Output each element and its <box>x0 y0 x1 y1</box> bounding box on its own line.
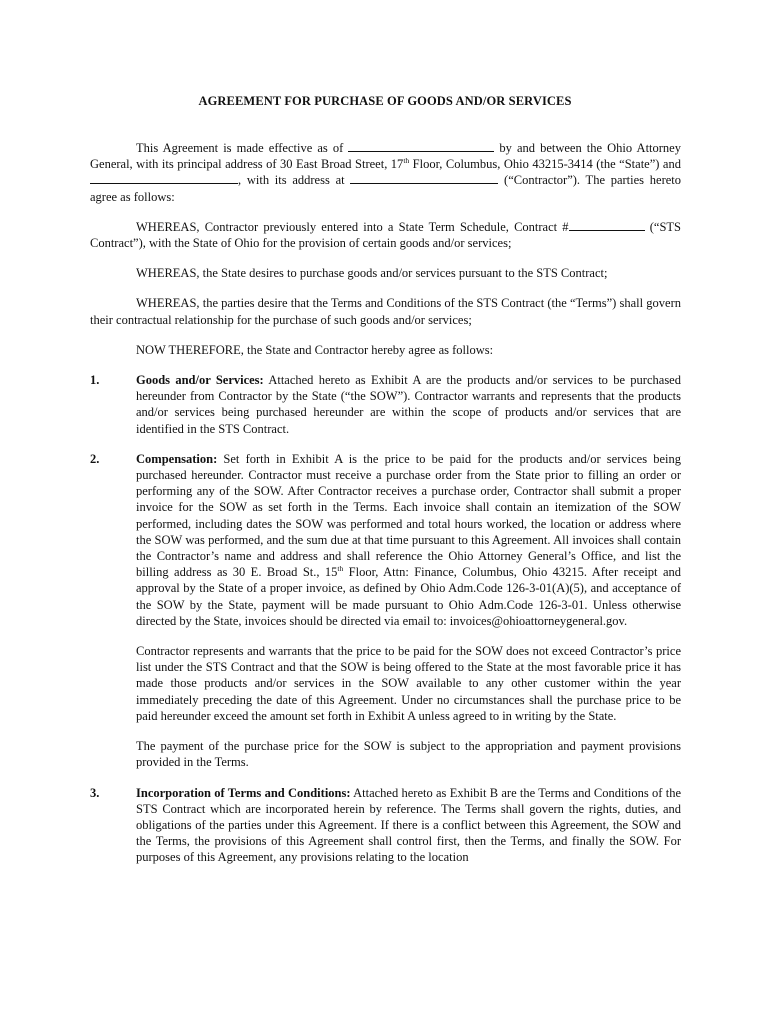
section-number: 3. <box>90 785 100 800</box>
section-body: Attached hereto as Exhibit B are the Terms and Conditions of the STS Contract which are incorporated herein by reference. The Terms shall govern the rights, duties, and obligations of the parties under this Agreement. If there is a conflict between this Agreement, the SOW and the Terms, the provisions of this Agreement shall control first, then the Terms, and finally the SOW. For purposes of this Agreement, any provisions relating to the location <box>136 785 681 865</box>
intro-text: , with its address at <box>238 173 351 188</box>
whereas-paragraph-1 <box>90 219 681 251</box>
section-2-paragraph-2: Contractor represents and warrants that the price to be paid for the SOW does not exceed Contractor’s price list under the STS Contract and that the SOW is being offered to the State at the most favorable price it has made those products and/or services in the SOW available to any other customer within the year immediately preceding the date of this Agreement. Under no circumstances shall the purchase price to be paid hereunder exceed the amount set forth in Exhibit A unless agreed to in writing by the State. <box>136 644 681 723</box>
section-number: 1. <box>90 373 100 388</box>
document-title: AGREEMENT FOR PURCHASE OF GOODS AND/OR SERVICES <box>198 94 572 108</box>
section-1 <box>90 372 681 437</box>
superscript: th <box>337 564 344 574</box>
intro-text: This Agreement is made effective as of <box>136 141 349 155</box>
section-body: Attached hereto as Exhibit A are the products and/or services to be purchased hereunder from Contractor by the State (“the SOW”). Contractor warrants and represents that the products and/or services being purchased hereunder are within the scope of products and/or services that are identified in the STS Contract. <box>136 373 681 436</box>
section-text <box>136 785 681 866</box>
superscript: th <box>403 156 410 166</box>
section-body: Floor, Attn: Finance, Columbus, Ohio 43215. After receipt and approval by the State of a proper invoice, as defined by Ohio Adm.Code 126-3-01(A)(5), and acceptance of the SOW by the State, payment will be made pursuant to Ohio Adm.Code 126-3-01. Unless otherwise directed by the State, invoices should be directed via email to: invoices@ohioattorneygeneral.gov. <box>136 565 681 628</box>
whereas-paragraph-2: WHEREAS, the State desires to purchase goods and/or services pursuant to the STS Contract; <box>136 266 608 281</box>
intro-text: Floor, Columbus, Ohio 43215-3414 (the “State”) and <box>409 157 681 172</box>
section-2-paragraph-3: The payment of the purchase price for the SOW is subject to the appropriation and payment provisions provided in the Terms. <box>136 739 681 770</box>
section-heading: Compensation: <box>136 451 218 466</box>
whereas-text: (“STS Contract”), with the State of Ohio for the provision of certain goods and/or services; <box>90 219 681 251</box>
section-3 <box>90 785 681 866</box>
section-heading: Incorporation of Terms and Conditions: <box>136 785 351 800</box>
document-body <box>90 140 681 866</box>
section-2 <box>90 451 681 629</box>
section-heading: Goods and/or Services: <box>136 373 264 388</box>
whereas-paragraph-3: WHEREAS, the parties desire that the Terms and Conditions of the STS Contract (the “Terms”) shall govern their contractual relationship for the purchase of such goods and/or services; <box>90 296 681 327</box>
section-text <box>136 372 681 437</box>
section-number: 2. <box>90 451 100 466</box>
intro-text: by and between the Ohio Attorney General, with its principal address of 30 East Broad Street, 17 <box>90 141 681 172</box>
contract-number-blank <box>569 220 645 231</box>
contractor-name-blank <box>90 173 238 184</box>
intro-text: (“Contractor”). The parties hereto agree as follows: <box>90 173 682 204</box>
intro-paragraph <box>90 140 681 205</box>
section-text <box>136 451 681 629</box>
effective-date-blank <box>348 141 494 152</box>
section-body: Set forth in Exhibit A is the price to be paid for the products and/or services being purchased hereunder. Contractor must receive a purchase order from the State prior to filling an order or performing any of the SOW. After Contractor receives a purchase order, Contractor shall submit a proper invoice for the SOW as set forth in the Terms. Each invoice shall contain an itemization of the SOW performed, including dates the SOW was performed and total hours worked, the location or address where the SOW was performed, and the sum due at that time pursuant to this Agreement. All invoices shall contain the Contractor’s name and address and shall reference the Ohio Attorney General’s Office, and list the billing address as 30 E. Broad St., 15 <box>136 451 681 580</box>
contractor-address-blank <box>350 173 498 184</box>
now-therefore-paragraph: NOW THEREFORE, the State and Contractor hereby agree as follows: <box>136 342 494 357</box>
whereas-text: WHEREAS, Contractor previously entered into a State Term Schedule, Contract # <box>136 219 569 234</box>
